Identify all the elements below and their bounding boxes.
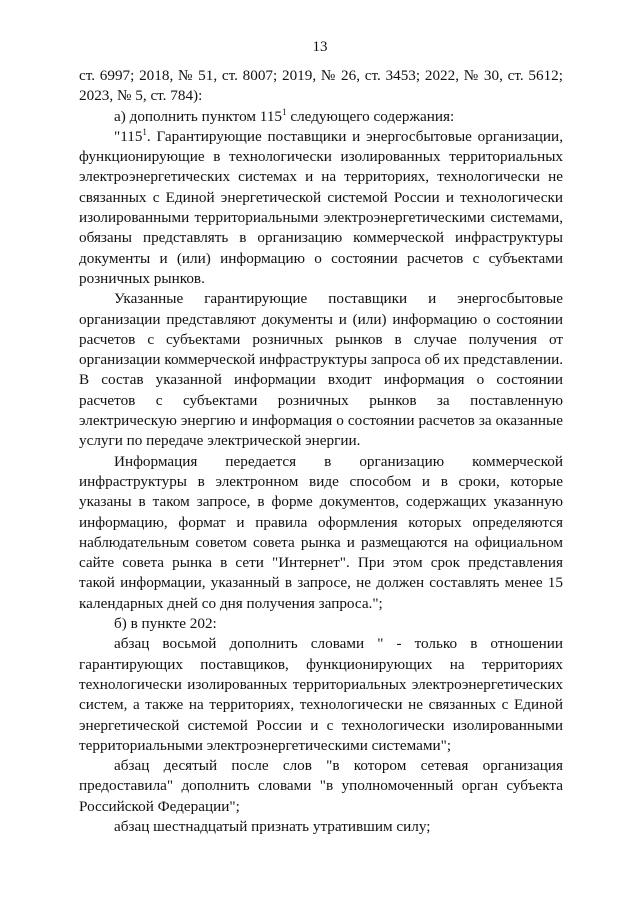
clause-number: "115 <box>114 127 143 145</box>
paragraph-abzac-16: абзац шестнадцатый признать утратившим силу; <box>114 817 431 835</box>
superscript: 1 <box>142 126 147 137</box>
paragraph-citation-continuation: ст. 6997; 2018, № 51, ст. 8007; 2019, № 26, ст. 3453; 2022, № 30, ст. 5612; 2023, № 5, ст. 784): <box>79 67 563 105</box>
paragraph-amendment-a <box>79 107 563 127</box>
paragraph-amendment-b: б) в пункте 202: <box>114 615 217 633</box>
paragraph-information-transfer: Информация передается в организацию коммерческой инфраструктуры в электронном виде способом и в сроки, которые указаны в таком запросе, в форме документов, содержащих указанную информацию, формат и правила оформления которых определяются наблюдательным советом совета рынка и размещаются на официальном сайте совета рынка в сети "Интернет". При этом срок представления такой информации, указанный в запросе, не должен составлять менее 15 календарных дней со дня получения запроса."; <box>79 452 563 612</box>
amendment-a-text-end: следующего содержания: <box>286 107 455 125</box>
superscript: 1 <box>282 106 287 117</box>
paragraph-abzac-8: абзац восьмой дополнить словами " - только в отношении гарантирующих поставщиков, функционирующих на территориях технологически изолированных территориальных электроэнергетических систем, а также на территориях, технологически не связанных с Единой энергетической системой России и с технологически изолированными территориальными электроэнергетическими системами"; <box>79 635 563 754</box>
amendment-a-text: а) дополнить пунктом 115 <box>114 107 283 125</box>
paragraph-abzac-10: абзац десятый после слов "в котором сетевая организация предоставила" дополнить словами "в уполномоченный орган субъекта Российской Федерации"; <box>79 757 563 815</box>
paragraph-clause-115-1 <box>79 127 563 289</box>
paragraph-documents-provision: Указанные гарантирующие поставщики и энергосбытовые организации представляют документы и (или) информацию о состоянии расчетов с субъектами розничных рынков в случае получения от организации коммерческой инфраструктуры запроса об их представлении. В состав указанной информации входит информация о состоянии расчетов с субъектами розничных рынков за поставленную электрическую энергию и информация о состоянии расчетов за оказанные услуги по передаче электрической энергии. <box>79 290 563 450</box>
document-body <box>79 66 563 837</box>
clause-text: . Гарантирующие поставщики и энергосбытовые организации, функционирующие в технологически изолированных территориальных электроэнергетических системах и на территориях, технологически не связанных с Единой энергетической системой России и технологически изолированными территориальными электроэнергетическими системами, обязаны представлять в организацию коммерческой инфраструктуры документы и (или) информацию о состоянии расчетов с субъектами розничных рынков. <box>79 127 563 287</box>
page-number: 13 <box>312 39 328 55</box>
